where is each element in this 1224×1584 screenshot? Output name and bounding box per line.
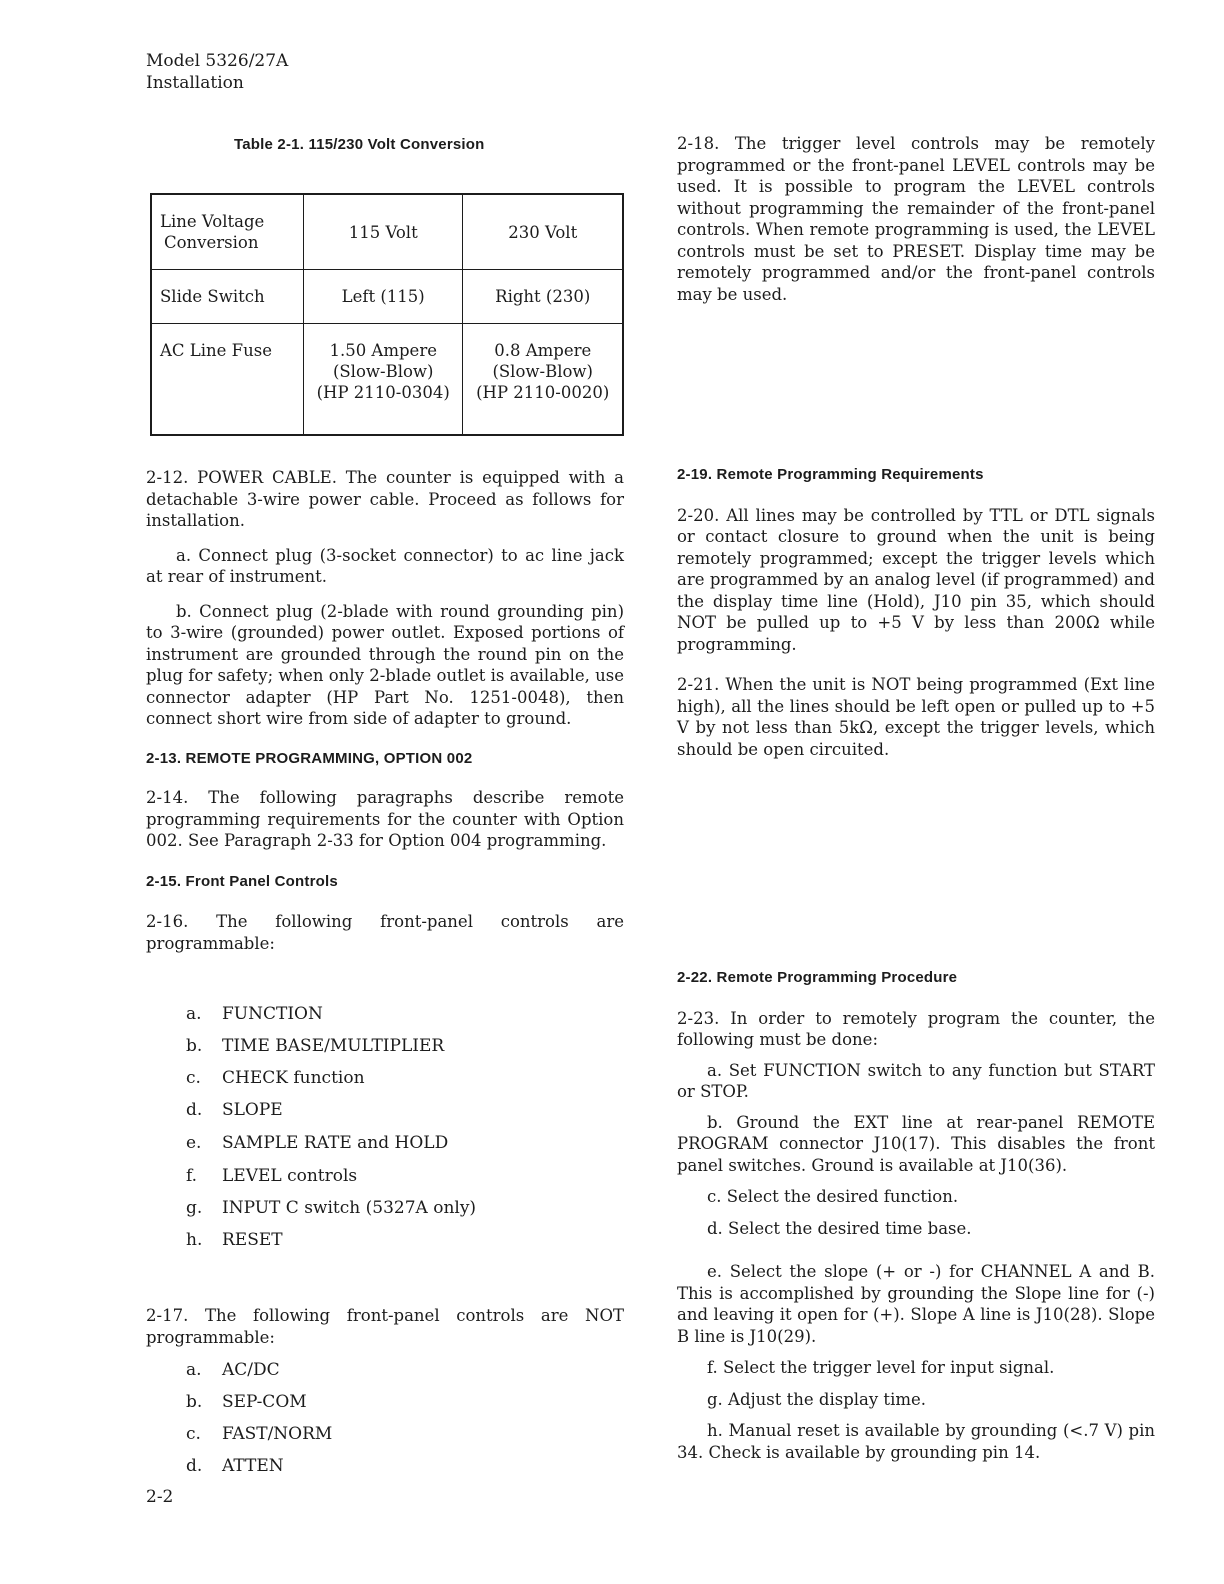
paragraph-2-23a: a. Set FUNCTION switch to any function but START or STOP. [677,1060,1155,1101]
heading-2-22: 2-22. Remote Programming Procedure [677,969,958,986]
list-item: g. INPUT C switch (5327A only) [186,1198,477,1218]
list-item: d. ATTEN [186,1456,284,1476]
table-cell: 1.50 Ampere (Slow-Blow) (HP 2110-0304) [304,324,463,436]
heading-2-15: 2-15. Front Panel Controls [146,872,338,890]
paragraph-2-18: 2-18. The trigger level controls may be remotely programmed or the front-panel LEVEL controls may be used. It is possible to program the LEVEL controls without programming the remainder of the front-panel controls. When remote programming is used, the LEVEL controls must be set to PRESET. Display time may be remotely programmed and/or the front-panel controls may be used. [677,134,1155,304]
table-caption: Table 2-1. 115/230 Volt Conversion [234,136,485,153]
table-row [151,194,623,270]
list-item: a. FUNCTION [186,1004,323,1024]
heading-2-19: 2-19. Remote Programming Requirements [677,466,984,483]
list-item: h. RESET [186,1230,283,1250]
list-item: b. TIME BASE/MULTIPLIER [186,1036,445,1056]
conversion-table [150,193,624,436]
list-item: f. LEVEL controls [186,1166,358,1186]
table-cell: AC Line Fuse [151,324,304,436]
table-row [151,324,623,436]
list-item: b. SEP-COM [186,1392,307,1412]
list-item: e. SAMPLE RATE and HOLD [186,1133,449,1153]
table-cell: Right (230) [463,270,623,324]
paragraph-2-23f: f. Select the trigger level for input signal. [707,1358,1055,1377]
paragraph-2-21: 2-21. When the unit is NOT being programmed (Ext line high), all the lines should be left open or pulled up to +5 V by not less than 5kΩ, except the trigger levels, which should be open circuited. [677,675,1155,759]
page-header [146,50,288,94]
table-cell: Slide Switch [151,270,304,324]
table-row [151,270,623,324]
paragraph-2-12: 2-12. POWER CABLE. The counter is equipped with a detachable 3-wire power cable. Proceed as follows for installation. [146,468,624,530]
header-model: Model 5326/27A [146,51,289,71]
paragraph-2-23d: d. Select the desired time base. [707,1218,972,1238]
paragraph-2-23e: e. Select the slope (+ or -) for CHANNEL A and B. This is accomplished by grounding the Slope line for (-) and leaving it open for (+). Slope A line is J10(28). Slope B line is J10(29). [677,1262,1155,1346]
procedure-section [677,967,1155,1463]
list-item: c. CHECK function [186,1068,365,1088]
paragraph-2-18-block [677,133,1155,305]
paragraph-2-23g: g. Adjust the display time. [707,1389,926,1409]
paragraph-2-16: 2-16. The following front-panel controls are programmable: [146,912,624,953]
paragraph-2-17: 2-17. The following front-panel controls are NOT programmable: [146,1306,624,1347]
requirements-section [677,464,1155,760]
table-cell: Left (115) [304,270,463,324]
paragraph-2-17-block [146,1305,624,1348]
paragraph-2-20: 2-20. All lines may be controlled by TTL or DTL signals or contact closure to ground when the unit is being remotely programmed; except the trigger levels which are programmed by an analog level (if programmed) and the display time line (Hold), J10 pin 35, which should NOT be pulled up to +5 V by less than 200Ω while programming. [677,505,1155,654]
list-item: a. AC/DC [186,1360,280,1380]
list-item: d. SLOPE [186,1100,283,1120]
paragraph-2-23h: h. Manual reset is available by grounding (<.7 V) pin 34. Check is available by grounding pin 14. [677,1421,1155,1462]
paragraph-2-12b: b. Connect plug (2-blade with round grounding pin) to 3-wire (grounded) power outlet. Exposed portions of instrument are grounded through the round pin on the plug for safety; when only 2-blade outlet is available, use connector adapter (HP Part No. 1251-0048), then connect short wire from side of adapter to ground. [146,601,624,728]
table-cell: 115 Volt [304,194,463,270]
heading-2-13: 2-13. REMOTE PROGRAMMING, OPTION 002 [146,749,473,767]
table-cell: 0.8 Ampere (Slow-Blow) (HP 2110-0020) [463,324,623,436]
paragraph-2-23c: c. Select the desired function. [707,1187,959,1206]
list-item: c. FAST/NORM [186,1424,333,1444]
paragraph-2-14: 2-14. The following paragraphs describe remote programming requirements for the counter with Option 002. See Paragraph 2-33 for Option 004 programming. [146,788,624,850]
paragraph-2-12a: a. Connect plug (3-socket connector) to ac line jack at rear of instrument. [146,545,624,586]
paragraph-2-23: 2-23. In order to remotely program the counter, the following must be done: [677,1008,1155,1049]
header-section: Installation [146,73,244,93]
page-number: 2-2 [146,1487,174,1507]
left-column [146,467,624,954]
table-cell: Line Voltage Conversion [151,194,304,270]
paragraph-2-23b: b. Ground the EXT line at rear-panel REMOTE PROGRAM connector J10(17). This disables the front panel switches. Ground is available at J10(36). [677,1112,1155,1175]
table-cell: 230 Volt [463,194,623,270]
